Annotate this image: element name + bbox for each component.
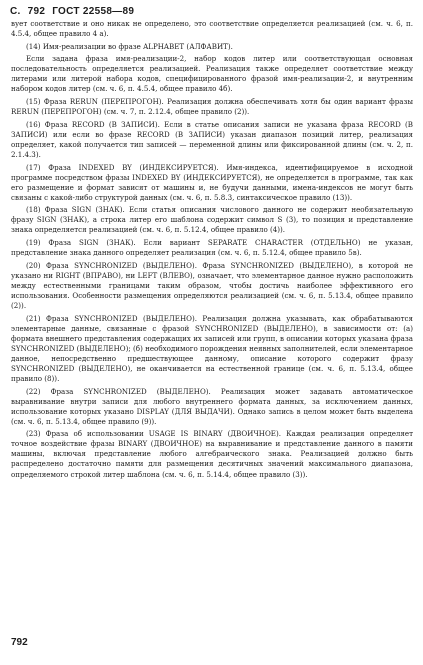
- paragraph-item-16: (16) Фраза RECORD (В ЗАПИСИ). Если в статье описания записи не указана фраза RECORD (В ЗАПИСИ) или если во фразе RECORD (В ЗАПИСИ) указан диапазон позиций литер, реализация определяет, какой получается тип записей — переменной длины или фиксированной длины (см. ч. 2, п. 2.1.4.3).: [11, 119, 413, 159]
- paragraph-item-20: (20) Фраза SYNCHRONIZED (ВЫДЕЛЕНО). Фраза SYNCHRONIZED (ВЫДЕЛЕНО), в которой не указано ни RIGHT (ВПРАВО), ни LEFT (ВЛЕВО), означает, что элементарное данное нужно расположить между естественными границами таким образом, чтобы достичь наиболее эффективного его использования. Особенности размещения определяются реализацией (см. ч. 6, п. 5.13.4, общее правило (2)).: [11, 260, 413, 310]
- header-letter: С.: [10, 6, 21, 17]
- page-header: [10, 6, 141, 17]
- header-page-number: 792: [27, 6, 46, 17]
- paragraph-continuation: вует соответствие и оно никак не определено, это соответствие определяется реализацией (см. ч. 6, п. 4.5.4, общее правило 4 а).: [11, 19, 413, 39]
- paragraph-item-22: (22) Фраза SYNCHRONIZED (ВЫДЕЛЕНО). Реализация может задавать автоматическое выравнивание внутри записи для любого внутреннего формата данных, за исключением данных, использование которых указано DISPLAY (ДЛЯ ВЫДАЧИ). Однако запись в целом может быть выделена (см. ч. 6, п. 5.13.4, общее правило (9)).: [11, 386, 413, 426]
- paragraph-item-14-heading: (14) Имя-реализации во фразе ALPHABET (АЛФАВИТ).: [26, 41, 233, 51]
- paragraph-item-14-body: Если задана фраза имя-реализации-2, набор кодов литер или соответствующая основная последовательность определяется реализацией. Реализация также определяет соответствие между литерами или литерой набора кодов, специфицированного фразой имя-реализации-2, и внутренним набором кодов литер (см. ч. 6, п. 4.5.4, общее правило 4б).: [11, 54, 413, 94]
- document-body: [11, 19, 413, 482]
- paragraph-item-18: (18) Фраза SIGN (ЗНАК). Если статья описания числового данного не содержит необязательную фразу SIGN (ЗНАК), а строка литер его шаблона содержит символ S (3), то позиция и представление знака определяется реализацией (см. ч. 6, п. 5.12.4, общее правило (4)).: [11, 205, 413, 235]
- header-standard: ГОСТ 22558—89: [52, 6, 135, 17]
- paragraph-item-19: (19) Фраза SIGN (ЗНАК). Если вариант SEPARATE CHARACTER (ОТДЕЛЬНО) не указан, представление знака данного определяет реализация (см. ч. 6, п. 5.12.4, общее правило 5в).: [11, 238, 413, 258]
- paragraph-item-23: (23) Фраза об использовании USAGE IS BINARY (ДВОИЧНОЕ). Каждая реализация определяет точное воздействие фразы BINARY (ДВОИЧНОЕ) на выравнивание и представление данного в памяти машины, включая представление любого алгебраического знака. Реализацией должно быть распределено достаточно памяти для размещения десятичных значений максимального диапазона, определяемого строкой литер шаблона (см. ч. 6, п. 5.14.4, общее правило (3)).: [11, 429, 413, 479]
- paragraph-item-21: (21) Фраза SYNCHRONIZED (ВЫДЕЛЕНО). Реализация должна указывать, как обрабатываются элементарные данные, связанные с фразой SYNCHRONIZED (ВЫДЕЛЕНО), в зависимости от: (а) формата внешнего представления содержащих их записей или групп, в описании которых указана фраза SYNCHRONIZED (ВЫДЕЛЕНО); (б) необходимого порождения неявных заполнителей, если элементарное данное, непосредственно предшествующее данному, описание которого содержит фразу SYNCHRONIZED (ВЫДЕЛЕНО), не оканчивается на естественной границе (см. ч. 6, п. 5.13.4, общее правило (8)).: [11, 313, 413, 383]
- paragraph-item-15: (15) Фраза RERUN (ПЕРЕПРОГОН). Реализация должна обеспечивать хотя бы один вариант фразы RERUN (ПЕРЕПРОГОН) (см. ч. 7, п. 2.12.4, общее правило (2)).: [11, 97, 413, 117]
- paragraph-item-17: (17) Фраза INDEXED BY (ИНДЕКСИРУЕТСЯ). Имя-индекса, идентифицируемое в исходной программе посредством фразы INDEXED BY (ИНДЕКСИРУЕТСЯ), не определяется в программе, так как его размещение и формат зависят от машины и, не будучи данными, имена-индексов не могут быть связаны с какой-либо структурой данных (см. ч. 6, п. 5.8.3, синтаксическое правило (13)).: [11, 162, 413, 202]
- page-footer-number: 792: [11, 637, 28, 648]
